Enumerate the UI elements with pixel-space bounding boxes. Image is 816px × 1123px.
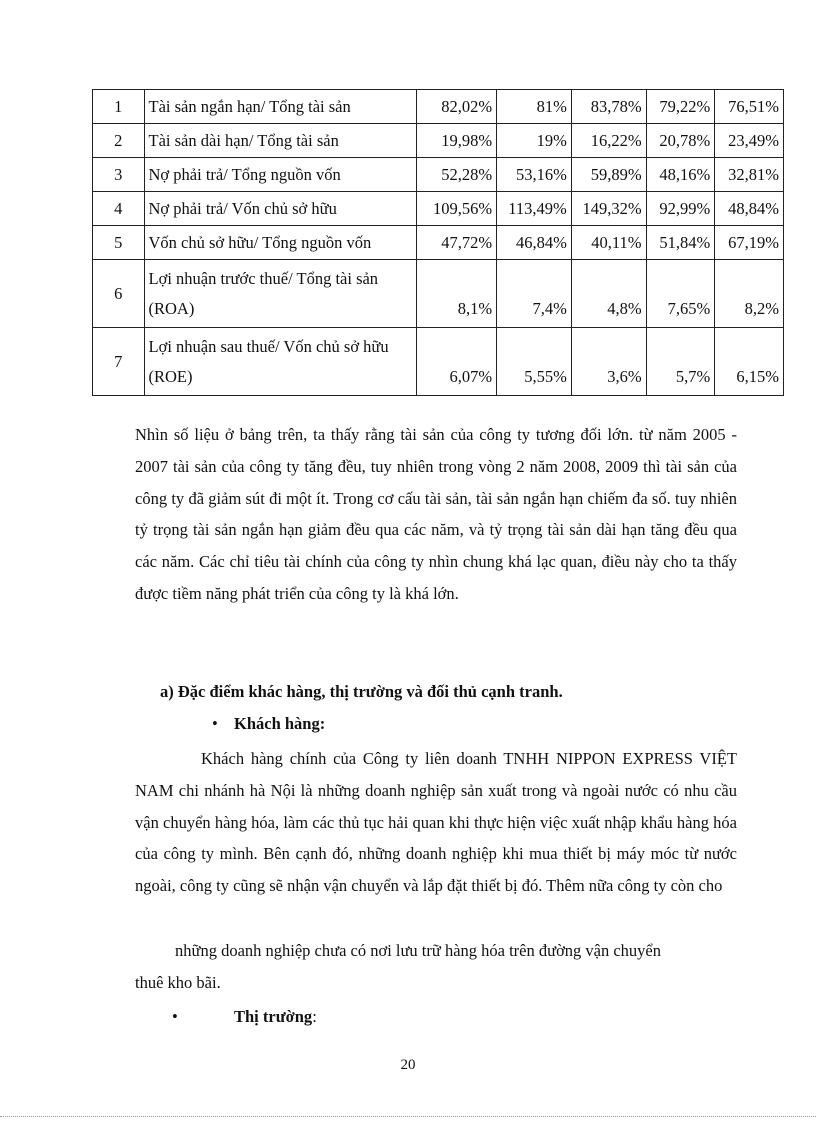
ratio-value-cell: 8,1%: [417, 260, 497, 328]
ratio-value-cell: 109,56%: [417, 192, 497, 226]
ratio-value-cell: 20,78%: [646, 124, 715, 158]
ratio-value-cell: 3,6%: [571, 328, 646, 396]
row-label: [144, 124, 417, 158]
ratio-value-cell: 6,15%: [715, 328, 784, 396]
ratio-value-cell: 7,4%: [497, 260, 572, 328]
ratio-value-cell: 48,16%: [646, 158, 715, 192]
customers-paragraph-continued: những doanh nghiệp chưa có nơi lưu trữ hàng hóa trên đường vận chuyển: [175, 941, 662, 960]
ratio-value-cell: 7,65%: [646, 260, 715, 328]
row-label-text: Tài sản ngắn hạn/ Tổng tài sản: [148, 96, 351, 116]
ratio-value-cell: 5,55%: [497, 328, 572, 396]
ratio-value-cell: 19,98%: [417, 124, 497, 158]
row-index: 1: [93, 90, 145, 124]
row-label-text: Nợ phải trả/ Tổng nguồn vốn: [148, 164, 341, 184]
ratio-value-cell: 23,49%: [715, 124, 784, 158]
row-index: 7: [93, 328, 145, 396]
ratio-value-cell: 32,81%: [715, 158, 784, 192]
table-row: [93, 124, 784, 158]
row-label-abbrev: (ROE): [148, 366, 193, 386]
ratio-value-cell: 16,22%: [571, 124, 646, 158]
ratio-value-cell: 92,99%: [646, 192, 715, 226]
market-title: Thị trường: [234, 1007, 313, 1026]
row-label-text: Vốn chủ sở hữu/ Tổng nguồn vốn: [148, 232, 372, 252]
ratio-value-cell: 52,28%: [417, 158, 497, 192]
market-title-colon: :: [312, 1007, 317, 1026]
ratio-value-cell: 76,51%: [715, 90, 784, 124]
table-row: [93, 260, 784, 328]
customers-paragraph-end: thuê kho bãi.: [135, 973, 221, 992]
page-number: 20: [400, 1057, 416, 1073]
row-index: 6: [93, 260, 145, 328]
row-label-abbrev: (ROA): [148, 298, 195, 318]
row-index: 4: [93, 192, 145, 226]
ratio-value-cell: 149,32%: [571, 192, 646, 226]
bullet-dot: •: [212, 714, 218, 733]
ratio-value-cell: 79,22%: [646, 90, 715, 124]
ratio-value-cell: 51,84%: [646, 226, 715, 260]
ratio-value-cell: 40,11%: [571, 226, 646, 260]
table-row: [93, 226, 784, 260]
row-label: [144, 226, 417, 260]
row-label: [144, 90, 417, 124]
ratio-value-cell: 83,78%: [571, 90, 646, 124]
ratio-value-cell: 4,8%: [571, 260, 646, 328]
row-label: [144, 192, 417, 226]
row-label: [144, 158, 417, 192]
ratio-value-cell: 5,7%: [646, 328, 715, 396]
ratio-value-cell: 113,49%: [497, 192, 572, 226]
table-row: [93, 192, 784, 226]
row-label: [144, 328, 417, 396]
ratio-value-cell: 47,72%: [417, 226, 497, 260]
section-heading: a) Đặc điểm khác hàng, thị trường và đối thủ cạnh tranh.: [160, 682, 563, 701]
ratio-value-cell: 59,89%: [571, 158, 646, 192]
ratio-value-cell: 67,19%: [715, 226, 784, 260]
ratio-value-cell: 8,2%: [715, 260, 784, 328]
table-row: [93, 328, 784, 396]
table-row: [93, 158, 784, 192]
ratio-value-cell: 46,84%: [497, 226, 572, 260]
row-label-text: Nợ phải trả/ Vốn chủ sở hữu: [148, 198, 337, 218]
ratio-value-cell: 48,84%: [715, 192, 784, 226]
bullet-dot: •: [172, 1007, 178, 1026]
ratio-value-cell: 53,16%: [497, 158, 572, 192]
ratio-value-cell: 82,02%: [417, 90, 497, 124]
row-index: 5: [93, 226, 145, 260]
page-edge-divider: [0, 1116, 816, 1117]
row-label-text: Lợi nhuận trước thuế/ Tổng tài sản: [148, 268, 379, 288]
row-label: [144, 260, 417, 328]
customers-paragraph: Khách hàng chính của Công ty liên doanh TNHH NIPPON EXPRESS VIỆT NAM chi nhánh hà Nội là những doanh nghiệp sản xuất trong và ngoài nước có nhu cầu vận chuyển hàng hóa, làm các thủ tục hải quan khi thực hiện việc xuất nhập khẩu hàng hóa của công ty mình. Bên cạnh đó, những doanh nghiệp khi mua thiết bị máy móc từ nước ngoài, công ty cũng sẽ nhận vận chuyển và lắp đặt thiết bị đó. Thêm nữa công ty còn cho: [135, 749, 737, 896]
ratio-value-cell: 6,07%: [417, 328, 497, 396]
ratio-value-cell: 19%: [497, 124, 572, 158]
financial-ratio-table: [92, 89, 784, 396]
ratio-value-cell: 81%: [497, 90, 572, 124]
row-index: 2: [93, 124, 145, 158]
row-label-text: Tài sản dài hạn/ Tổng tài sản: [148, 130, 339, 150]
table-row: [93, 90, 784, 124]
customers-title: Khách hàng:: [234, 714, 326, 733]
analysis-paragraph: Nhìn số liệu ở bảng trên, ta thấy rằng tài sản của công ty tương đối lớn. từ năm 2005 - 2007 tài sản của công ty tăng đều, tuy nhiên trong vòng 2 năm 2008, 2009 thì tài sản của công ty đã giảm sút đi một ít. Trong cơ cấu tài sản, tài sản ngắn hạn chiếm đa số. tuy nhiên tỷ trọng tài sản ngắn hạn giảm đều qua các năm, và tỷ trọng tài sản dài hạn tăng đều qua các năm. Các chỉ tiêu tài chính của công ty nhìn chung khá lạc quan, điều này cho ta thấy được tiềm năng phát triển của công ty là khá lớn.: [135, 425, 737, 603]
row-label-text: Lợi nhuận sau thuế/ Vốn chủ sở hữu: [148, 336, 389, 356]
row-index: 3: [93, 158, 145, 192]
